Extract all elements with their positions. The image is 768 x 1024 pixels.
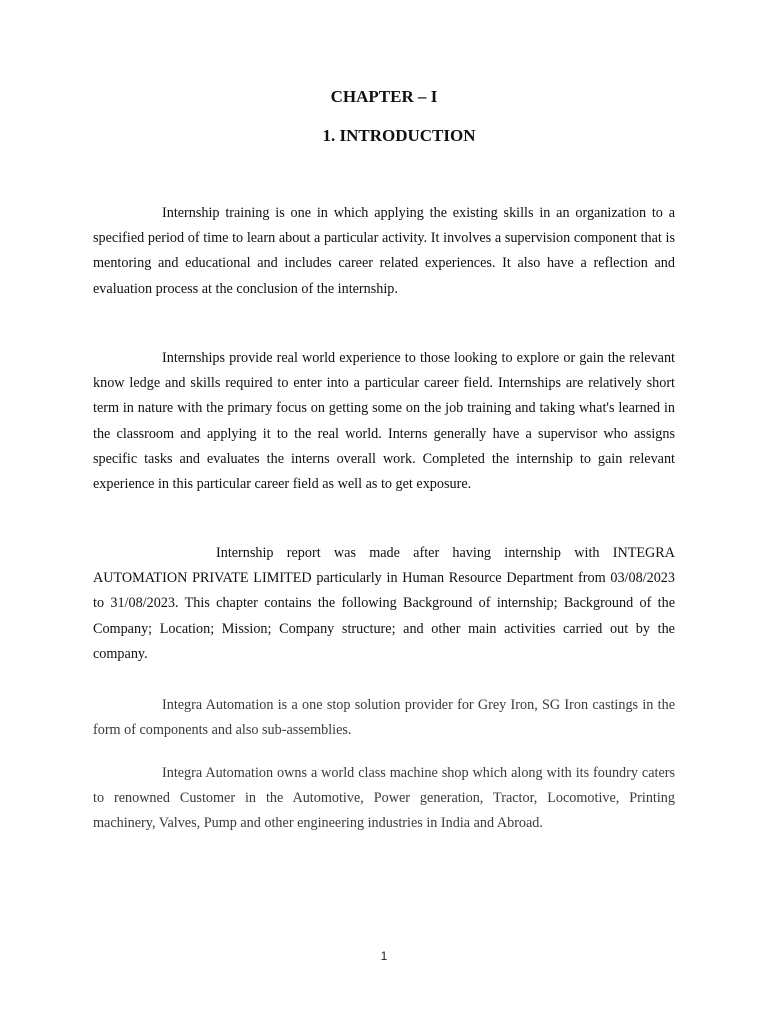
paragraph-integra-machine-shop: Integra Automation owns a world class machine shop which along with its foundry caters to renowned Customer in the Automotive, Power generation, Tractor, Locomotive, Printing machinery, Valves, Pump and other engineering industries in India and Abroad. <box>93 765 675 832</box>
page-number: 1 <box>380 949 388 963</box>
section-title: 1. INTRODUCTION <box>322 126 476 145</box>
paragraph-internship-report: Internship report was made after having internship with INTEGRA AUTOMATION PRIVATE LIMITED particularly in Human Resource Department from 03/08/2023 to 31/08/2023. This chapter contains the following Background of internship; Background of the Company; Location; Mission; Company structure; and other main activities carried out by the company. <box>93 545 675 662</box>
paragraph-integra-solution: Integra Automation is a one stop solution provider for Grey Iron, SG Iron castings in the form of components and also sub-assemblies. <box>93 697 675 739</box>
chapter-title: CHAPTER – I <box>330 87 438 106</box>
paragraph-internship-training: Internship training is one in which applying the existing skills in an organization to a specified period of time to learn about a particular activity. It involves a supervision component that is mentoring and educational and includes career related experiences. It also have a reflection and evaluation process at the conclusion of the internship. <box>93 205 675 297</box>
paragraph-internships-experience: Internships provide real world experience to those looking to explore or gain the relevant know ledge and skills required to enter into a particular career field. Internships are relatively short term in nature with the primary focus on getting some on the job training and taking what's learned in the classroom and applying it to the real world. Interns generally have a supervisor who assigns specific tasks and evaluates the interns overall work. Completed the internship to gain relevant experience in this particular career field as well as to get exposure. <box>93 350 675 493</box>
